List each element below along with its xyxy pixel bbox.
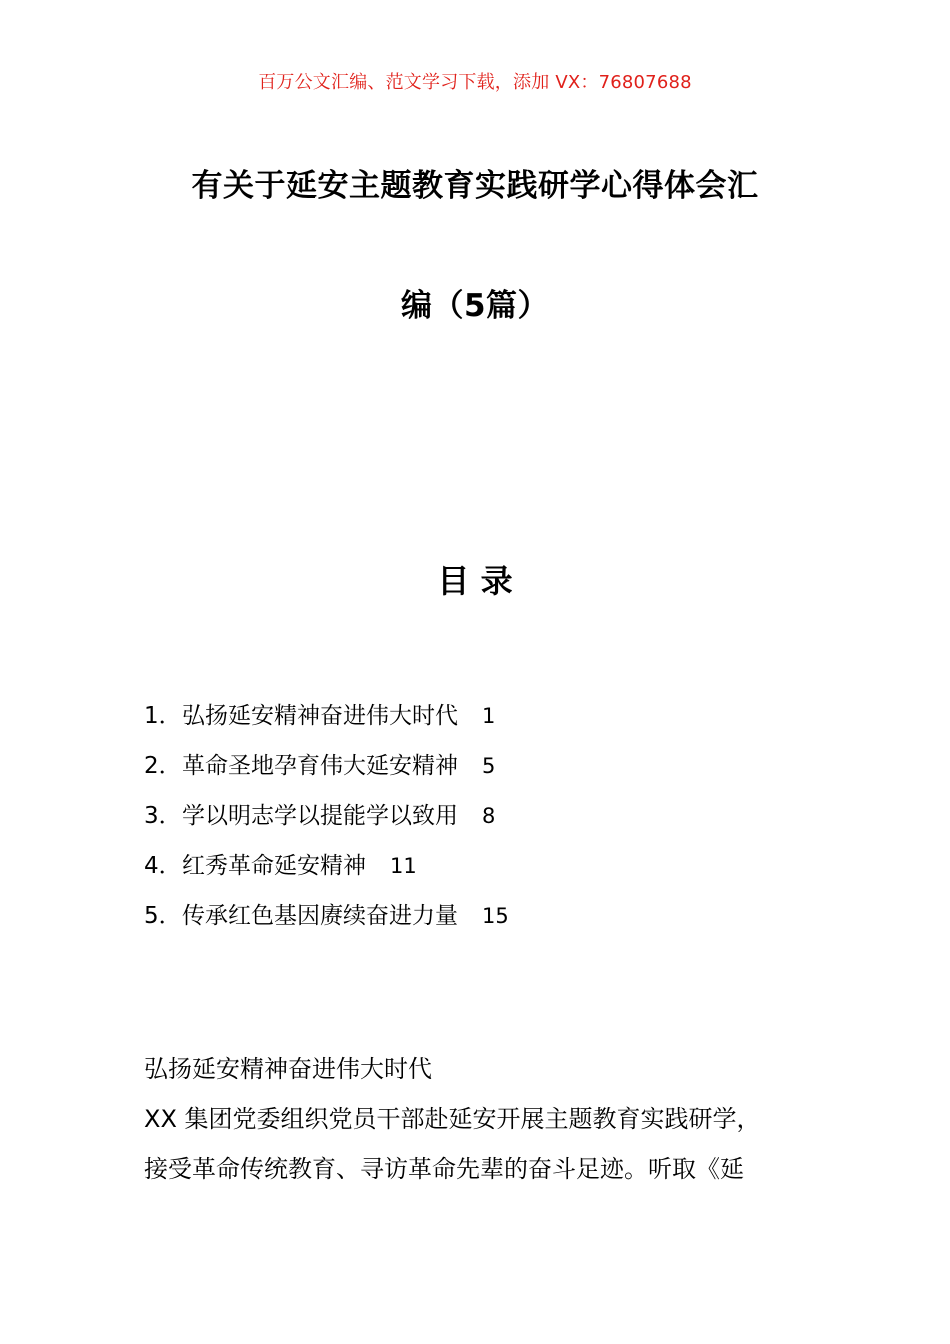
toc-item[interactable]: [144, 800, 509, 850]
toc-item-label: 弘扬延安精神奋进伟大时代: [182, 703, 458, 729]
toc-item-label: 传承红色基因赓续奋进力量: [182, 903, 458, 929]
article-heading: 弘扬延安精神奋进伟大时代: [144, 1055, 432, 1083]
toc-item[interactable]: [144, 700, 509, 750]
article-paragraph-line: 接受革命传统教育、寻访革命先辈的奋斗足迹。听取《延: [144, 1155, 744, 1183]
toc-list: [144, 700, 509, 950]
toc-item-number: 1．: [144, 703, 182, 729]
article-body: [144, 1044, 814, 1194]
document-title-line-2: 编（5篇）: [400, 288, 550, 324]
document-title-line-1: 有关于延安主题教育实践研学心得体会汇: [191, 168, 759, 204]
toc-item-label: 革命圣地孕育伟大延安精神: [182, 753, 458, 779]
toc-item[interactable]: [144, 850, 509, 900]
toc-item[interactable]: [144, 750, 509, 800]
toc-item-page: 15: [482, 904, 509, 928]
toc-item-page: 8: [482, 804, 496, 828]
toc-item-number: 4．: [144, 853, 182, 879]
toc-item-number: 5．: [144, 903, 182, 929]
article-paragraph-line: XX 集团党委组织党员干部赴延安开展主题教育实践研学，: [144, 1105, 761, 1133]
toc-heading: 目 录: [437, 562, 513, 600]
toc-item-page: 5: [482, 754, 496, 778]
header-watermark-note: 百万公文汇编、范文学习下载，添加 VX：76807688: [258, 72, 692, 93]
toc-item[interactable]: [144, 900, 509, 950]
toc-item-label: 学以明志学以提能学以致用: [182, 803, 458, 829]
toc-item-number: 3．: [144, 803, 182, 829]
toc-item-number: 2．: [144, 753, 182, 779]
toc-item-page: 1: [482, 704, 496, 728]
toc-item-page: 11: [390, 854, 417, 878]
toc-item-label: 红秀革命延安精神: [182, 853, 366, 879]
